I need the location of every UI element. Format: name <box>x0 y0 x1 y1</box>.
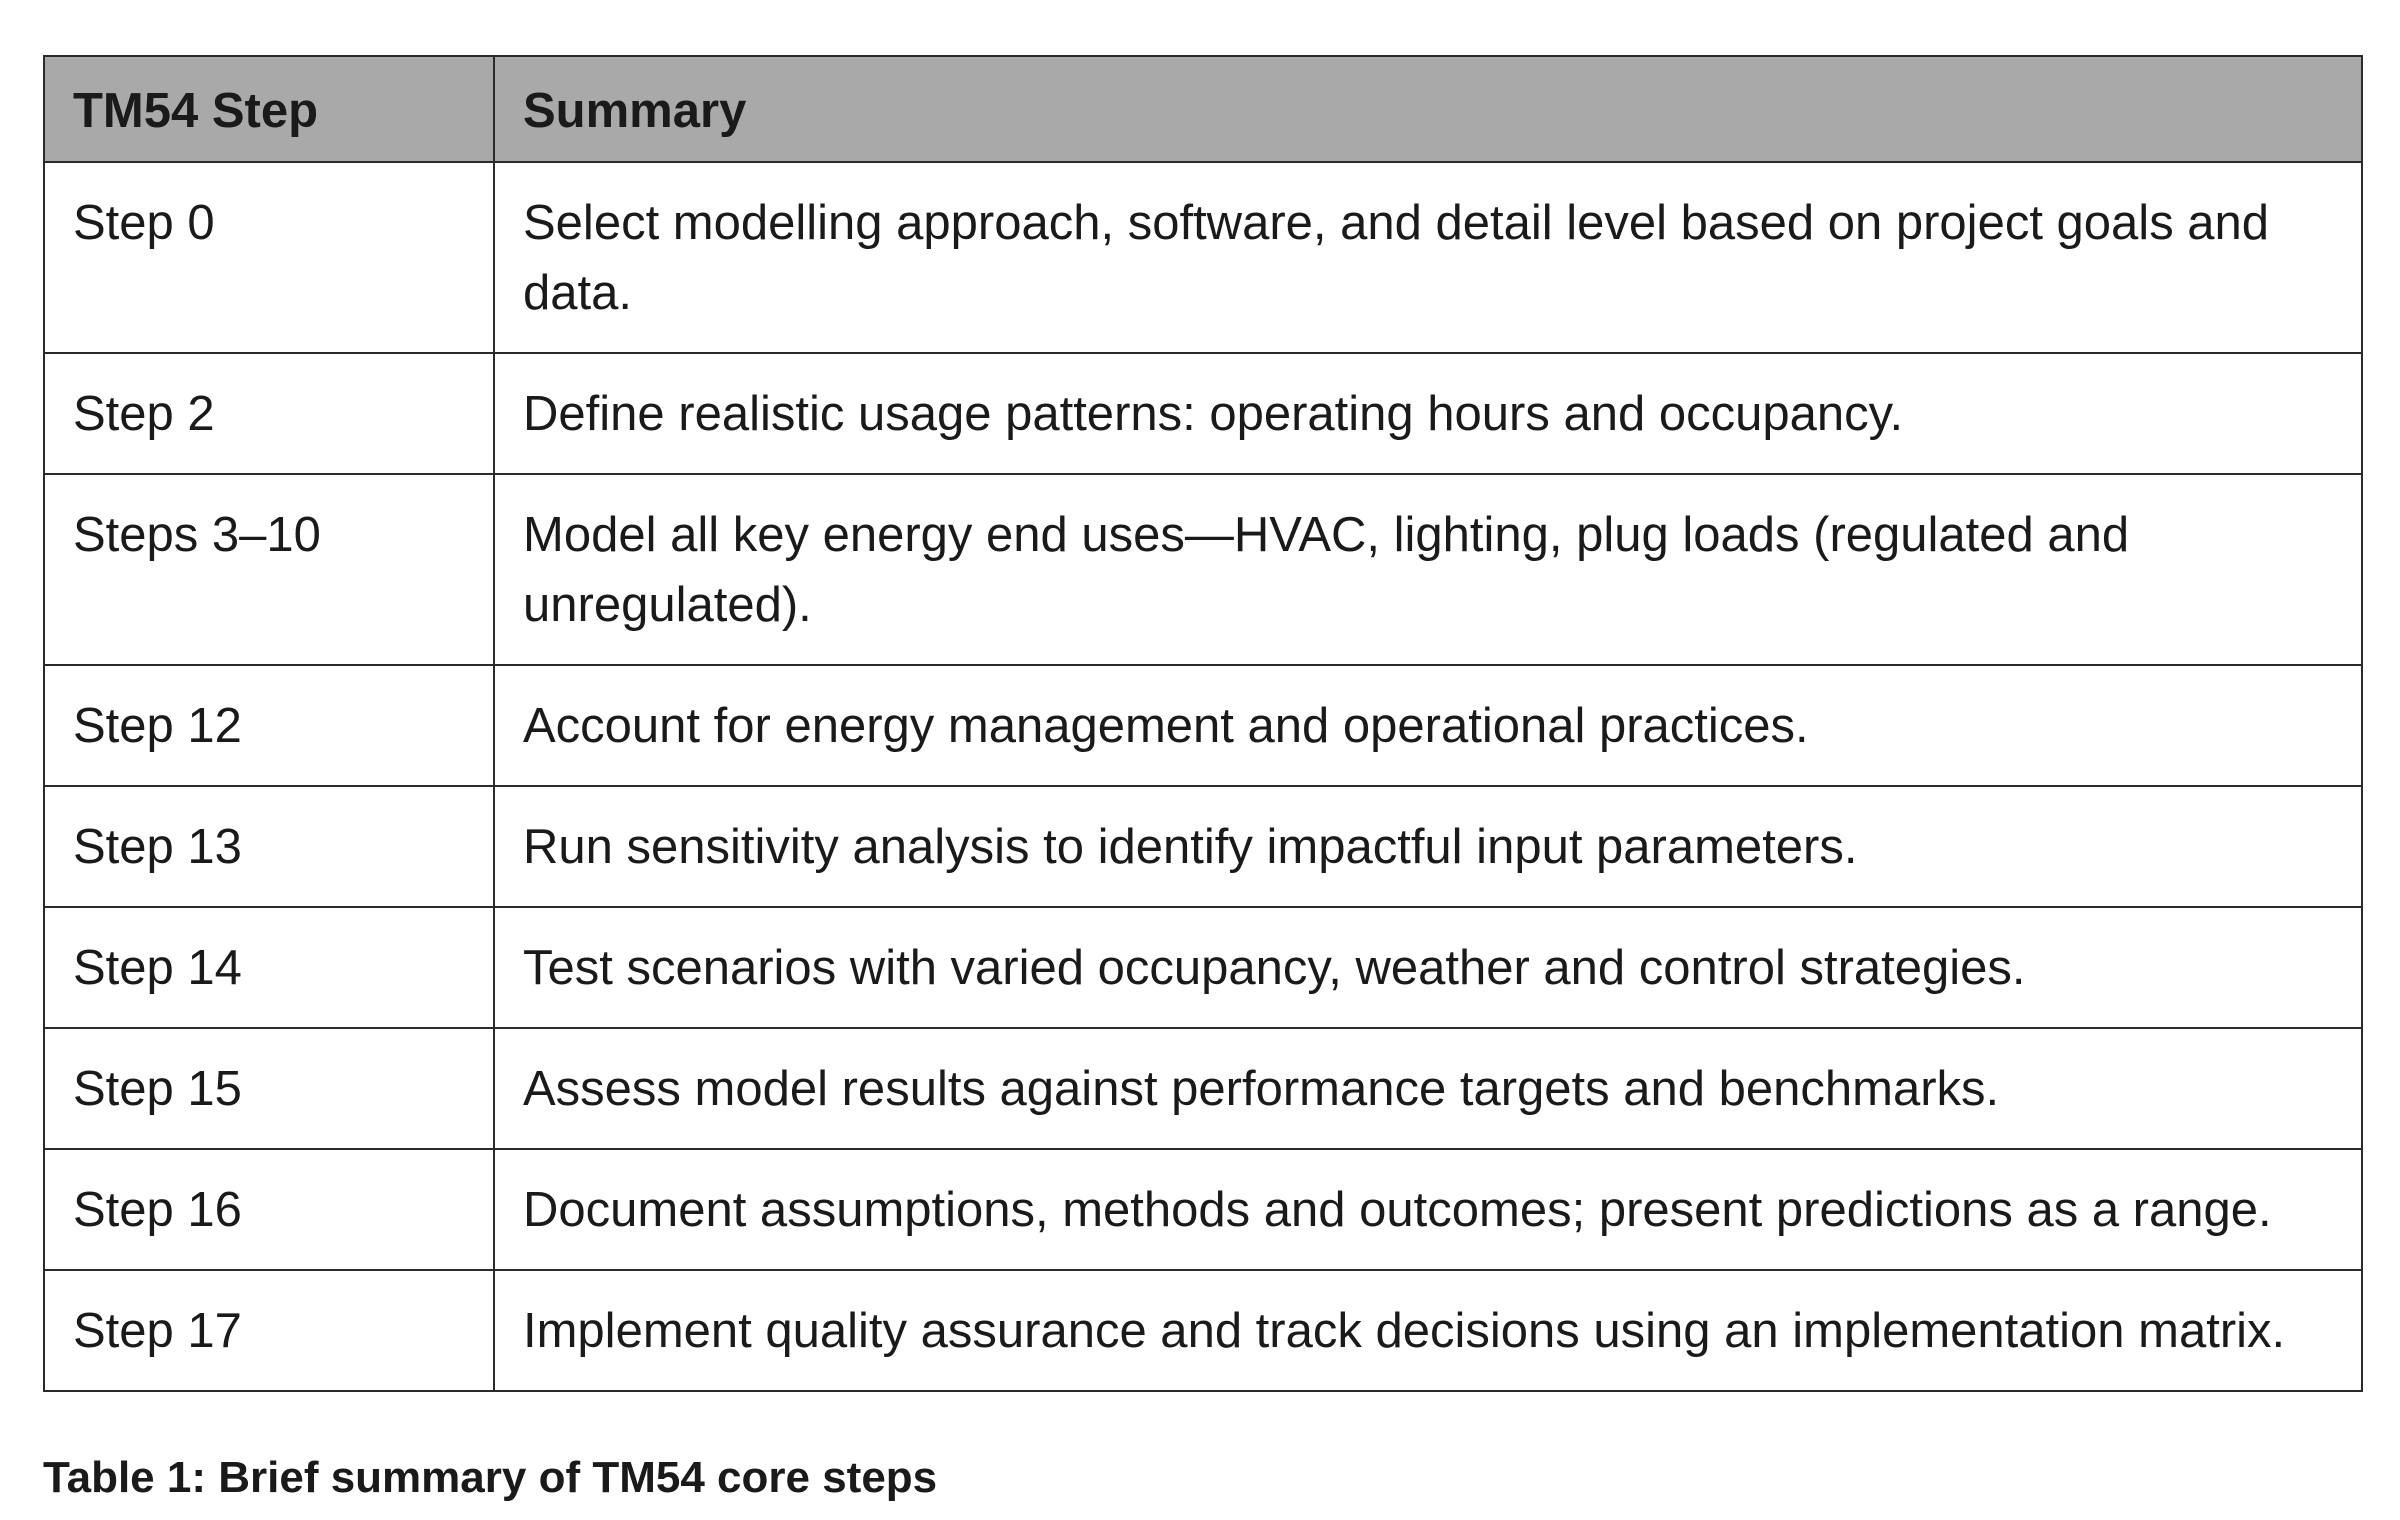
summary-cell: Implement quality assurance and track decisions using an implementation matrix. <box>494 1270 2362 1391</box>
table-row <box>44 474 2362 665</box>
step-cell: Step 14 <box>44 907 494 1028</box>
table-row <box>44 786 2362 907</box>
column-header-summary: Summary <box>494 56 2362 162</box>
table-row <box>44 1149 2362 1270</box>
step-cell: Step 16 <box>44 1149 494 1270</box>
step-cell: Step 2 <box>44 353 494 474</box>
table-row <box>44 907 2362 1028</box>
table-header-row <box>44 56 2362 162</box>
column-header-step: TM54 Step <box>44 56 494 162</box>
summary-cell: Define realistic usage patterns: operating hours and occupancy. <box>494 353 2362 474</box>
summary-cell: Model all key energy end uses—HVAC, lighting, plug loads (regulated and unregulated). <box>494 474 2362 665</box>
table-caption: Table 1: Brief summary of TM54 core steps <box>43 1453 938 1502</box>
table-row <box>44 1270 2362 1391</box>
table-row <box>44 665 2362 786</box>
table-row <box>44 1028 2362 1149</box>
summary-cell: Select modelling approach, software, and detail level based on project goals and data. <box>494 162 2362 353</box>
summary-cell: Run sensitivity analysis to identify impactful input parameters. <box>494 786 2362 907</box>
summary-cell: Assess model results against performance targets and benchmarks. <box>494 1028 2362 1149</box>
summary-cell: Test scenarios with varied occupancy, weather and control strategies. <box>494 907 2362 1028</box>
tm54-steps-table <box>43 55 2363 1392</box>
step-cell: Steps 3–10 <box>44 474 494 665</box>
summary-cell: Account for energy management and operational practices. <box>494 665 2362 786</box>
table-row <box>44 353 2362 474</box>
step-cell: Step 17 <box>44 1270 494 1391</box>
step-cell: Step 15 <box>44 1028 494 1149</box>
step-cell: Step 0 <box>44 162 494 353</box>
table-row <box>44 162 2362 353</box>
steps-table-container <box>43 55 2361 1392</box>
step-cell: Step 13 <box>44 786 494 907</box>
step-cell: Step 12 <box>44 665 494 786</box>
summary-cell: Document assumptions, methods and outcomes; present predictions as a range. <box>494 1149 2362 1270</box>
